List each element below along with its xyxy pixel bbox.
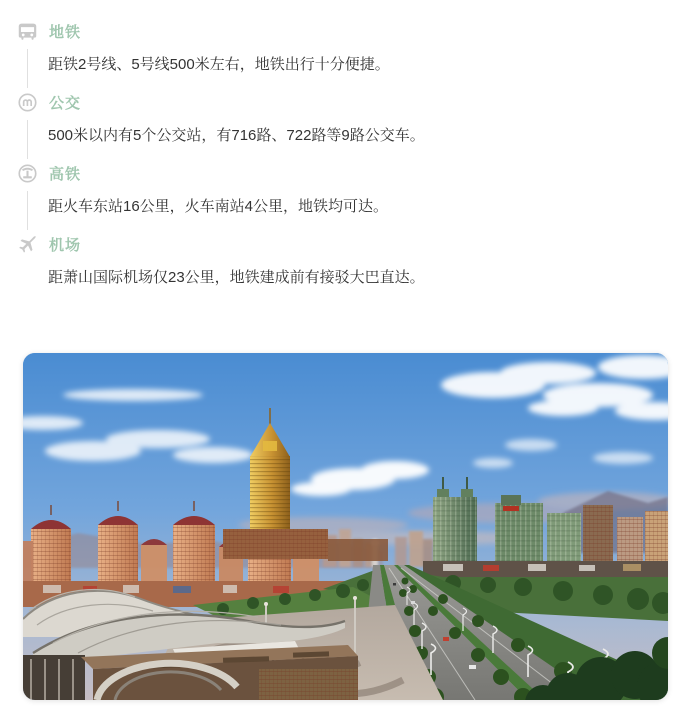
section-airport-header	[16, 233, 669, 255]
timeline-connector	[27, 120, 28, 159]
timeline-connector	[27, 49, 28, 88]
bus-icon	[16, 20, 38, 42]
city-photo	[23, 353, 668, 700]
section-airport	[16, 233, 669, 304]
section-highspeed-rail-description: 距火车东站16公里，火车南站4公里，地铁均可达。	[48, 198, 389, 215]
plane-icon	[16, 233, 38, 255]
section-subway-title: 地铁	[49, 23, 82, 41]
section-subway	[16, 20, 669, 91]
section-highspeed-rail-header	[16, 162, 669, 184]
timeline-connector	[27, 191, 28, 230]
section-highspeed-rail-title: 高铁	[49, 165, 82, 183]
section-airport-title: 机场	[49, 236, 82, 254]
section-bus-title: 公交	[49, 94, 82, 112]
section-airport-description: 距萧山国际机场仅23公里，地铁建成前有接驳大巴直达。	[48, 269, 425, 286]
section-bus-header	[16, 91, 669, 113]
city-photo-illustration	[23, 353, 668, 700]
railway-icon	[16, 162, 38, 184]
section-bus	[16, 91, 669, 162]
section-highspeed-rail	[16, 162, 669, 233]
transport-info-panel	[0, 0, 687, 304]
section-bus-description: 500米以内有5个公交站，有716路、722路等9路公交车。	[48, 127, 425, 144]
metro-icon	[16, 91, 38, 113]
section-subway-description: 距铁2号线、5号线500米左右，地铁出行十分便捷。	[48, 56, 390, 73]
section-subway-header	[16, 20, 669, 42]
